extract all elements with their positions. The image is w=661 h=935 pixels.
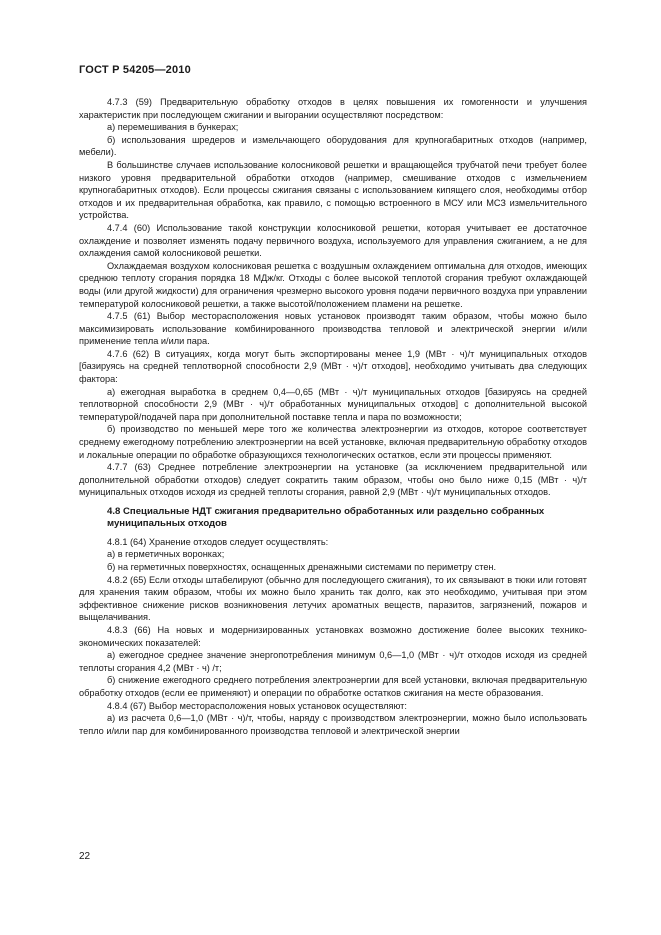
paragraph: 4.7.7 (63) Среднее потребление электроэнергии на установке (за исключением предварительной или дополнительной обработки отходов) следует сократить таким образом, чтобы оно было ниже 0,15 (МВт · ч)/т муниципальных отходов исходя из средней теплоты сгорания, равной 2,9 (МВт · ч)/т муниципальных отходов. <box>79 462 587 498</box>
paragraph: 4.8.2 (65) Если отходы штабелируют (обычно для последующего сжигания), то их связывают в тюки или готовят для хранения таким образом, чтобы их можно было хранить так долго, как это необходимо, учитывая при этом эффективное снижение рисков возникновения летучих ароматных веществ, паразитов, загрязнений, пожаров и выщелачивания. <box>79 574 587 623</box>
paragraph: В большинстве случаев использование колосниковой решетки и вращающейся трубчатой печи требует более низкого уровня предварительной обработки отходов (например, смешивание отходов с измельчением крупногабаритных отходов). Если процессы сжигания связаны с использованием кипящего слоя, необходимы отбор отходов и их предварительная обработка, как правило, с помощью встроенного в МСУ или МСЗ измельчительного устройства. <box>79 159 587 221</box>
document-header: ГОСТ Р 54205—2010 <box>79 64 191 76</box>
section-heading: 4.8 Специальные НДТ сжигания предварительно обработанных или раздельно собранных муниципальных отходов <box>107 506 545 530</box>
paragraph: 4.7.5 (61) Выбор месторасположения новых установок производят таким образом, чтобы можно было максимизировать использование комбинированного производства тепловой и электрической энергии и/или применение тепла и/или пара. <box>79 311 587 347</box>
paragraph: б) использования шредеров и измельчающего оборудования для крупногабаритных отходов (например, мебели). <box>79 134 587 158</box>
paragraph: 4.7.3 (59) Предварительную обработку отходов в целях повышения их гомогенности и улучшения характеристик при последующем сжигании и выгорании осуществляют посредством: <box>79 97 587 120</box>
paragraph: а) перемешивания в бункерах; <box>107 122 239 133</box>
paragraph: б) снижение ежегодного среднего потребления электроэнергии для всей установки, включая предварительную обработку отходов (если ее применяют) и операции по обработке остатков сжигания на месте образования. <box>79 675 587 698</box>
paragraph: а) из расчета 0,6—1,0 (МВт · ч)/т, чтобы, наряду с производством электроэнергии, можно было использовать тепло и/или пар для комбинированного производства тепловой и электрической энергии <box>79 713 587 736</box>
page-number: 22 <box>79 851 91 862</box>
paragraph: б) на герметичных поверхностях, оснащенных дренажными системами по периметру стен. <box>107 562 497 572</box>
paragraph: а) в герметичных воронках; <box>107 549 225 560</box>
paragraph: а) ежегодное среднее значение энергопотребления минимум 0,6—1,0 (МВт · ч)/т отходов исходя из средней теплоты сгорания 4,2 (МВт · ч) /т; <box>79 650 587 673</box>
paragraph: Охлаждаемая воздухом колосниковая решетка с воздушным охлаждением оптимальна для отходов, имеющих среднюю теплоту сгорания порядка 18 МДж/кг. Отходы с более высокой теплотой сгорания требуют охлаждающей воды (или другой жидкости) для ограничения чрезмерно высокого уровня подачи первичного воздуха при управлении температурой колосниковой решетки, а также высотой/положением пламени на решетке. <box>79 260 587 309</box>
paragraph: 4.7.6 (62) В ситуациях, когда могут быть экспортированы менее 1,9 (МВт · ч)/т муниципальных отходов [базируясь на средней теплотворной способности 2,9 (МВт · ч)/т отходов], необходимо учитывать два следующих фактора: <box>79 348 587 385</box>
paragraph: 4.8.4 (67) Выбор месторасположения новых установок осуществляют: <box>107 700 407 711</box>
paragraph: 4.8.3 (66) На новых и модернизированных установках возможно достижение более высоких технико-экономических показателей: <box>79 624 587 648</box>
paragraph: б) производство по меньшей мере того же количества электроэнергии из отходов, которое соответствует среднему ежегодному потреблению электроэнергии на всей установке, включая предварительную обработку отходов и локальные операции по обработке образующихся технологических остатков, если эти процессы применяют. <box>79 424 587 460</box>
body-text <box>79 96 587 737</box>
paragraph: 4.8.1 (64) Хранение отходов следует осуществлять: <box>107 536 329 547</box>
paragraph: а) ежегодная выработка в среднем 0,4—0,65 (МВт · ч)/т муниципальных отходов [базируясь на средней теплотворной способности 2,9 (МВт · ч)/т обработанных муниципальных отходов] с дополнительной высокой температурой/подачей пара при дополнительной поставке тепла и пара по возможности; <box>79 386 587 422</box>
paragraph: 4.7.4 (60) Использование такой конструкции колосниковой решетки, которая учитывает ее достаточное охлаждение и позволяет изменять подачу первичного воздуха, используемого для управления сжиганием, а не для охлаждения самой колосниковой решетки. <box>79 222 587 259</box>
